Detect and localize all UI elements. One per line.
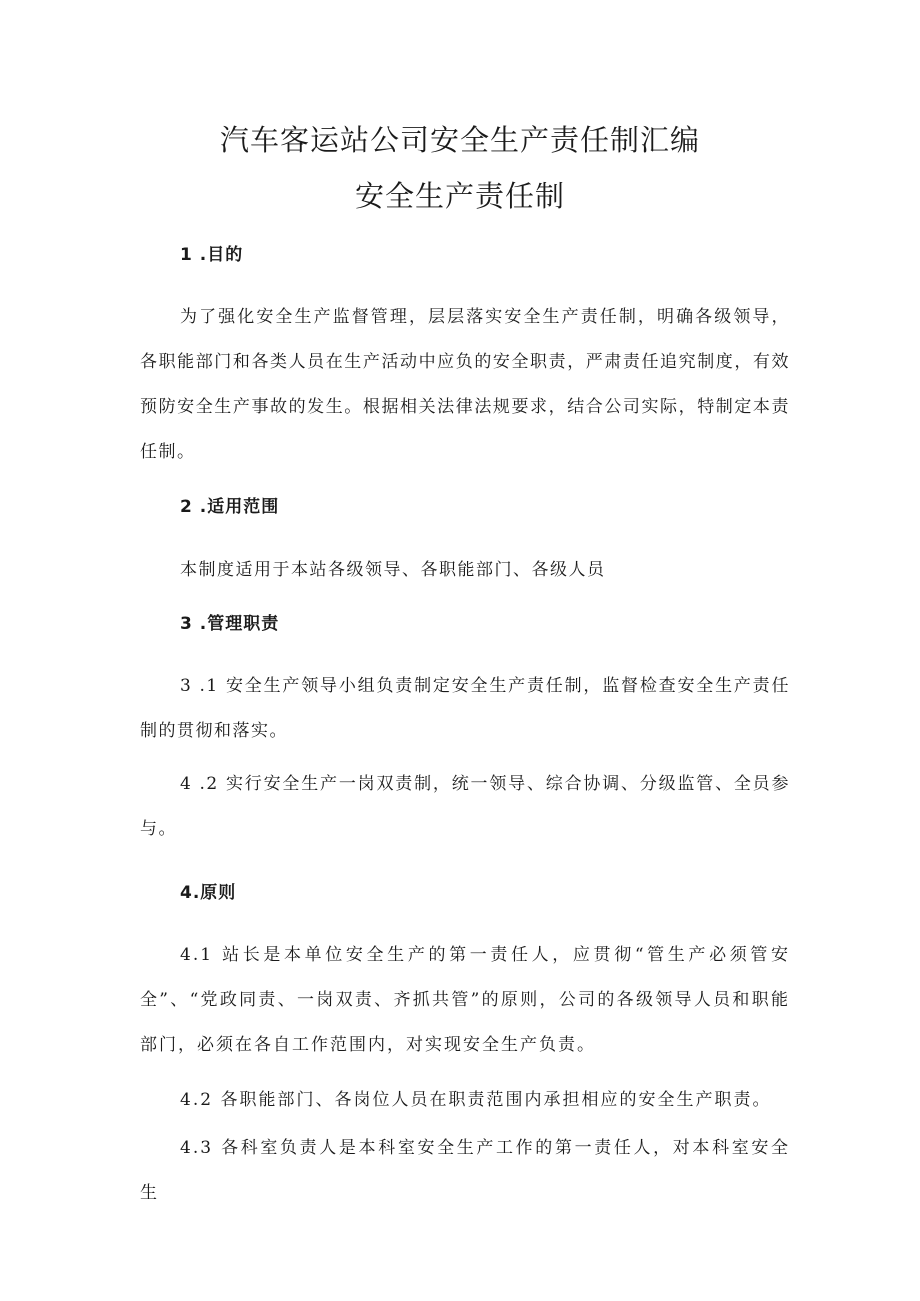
section-heading-principles: 4.原则	[180, 883, 237, 903]
section-paragraph: 本制度适用于本站各级领导、各职能部门、各级人员	[180, 560, 606, 580]
section-paragraph: 4 .2 实行安全生产一岗双责制，统一领导、综合协调、分级监管、全员参与。	[140, 774, 790, 839]
section-heading-responsibilities: 3 .管理职责	[180, 614, 280, 634]
document-subtitle: 安全生产责任制	[354, 179, 565, 213]
section-paragraph: 4.2 各职能部门、各岗位人员在职责范围内承担相应的安全生产职责。	[180, 1090, 772, 1110]
document-title: 汽车客运站公司安全生产责任制汇编	[219, 123, 700, 157]
section-paragraph: 4.3 各科室负责人是本科室安全生产工作的第一责任人，对本科室安全生	[140, 1138, 790, 1203]
section-paragraph: 为了强化安全生产监督管理，层层落实安全生产责任制，明确各级领导，各职能部门和各类人员在生产活动中应负的安全职责，严肃责任追究制度，有效预防安全生产事故的发生。根据相关法律法规要求，结合公司实际，特制定本责任制。	[140, 307, 790, 462]
section-paragraph: 4.1 站长是本单位安全生产的第一责任人，应贯彻“管生产必须管安全”、“党政同责、一岗双责、齐抓共管”的原则，公司的各级领导人员和职能部门，必须在各自工作范围内，对实现安全生产负责。	[140, 945, 790, 1055]
section-heading-scope: 2 .适用范围	[180, 497, 280, 517]
section-paragraph: 3 .1 安全生产领导小组负责制定安全生产责任制，监督检查安全生产责任制的贯彻和落实。	[140, 676, 790, 741]
section-heading-purpose: 1 .目的	[180, 245, 244, 265]
